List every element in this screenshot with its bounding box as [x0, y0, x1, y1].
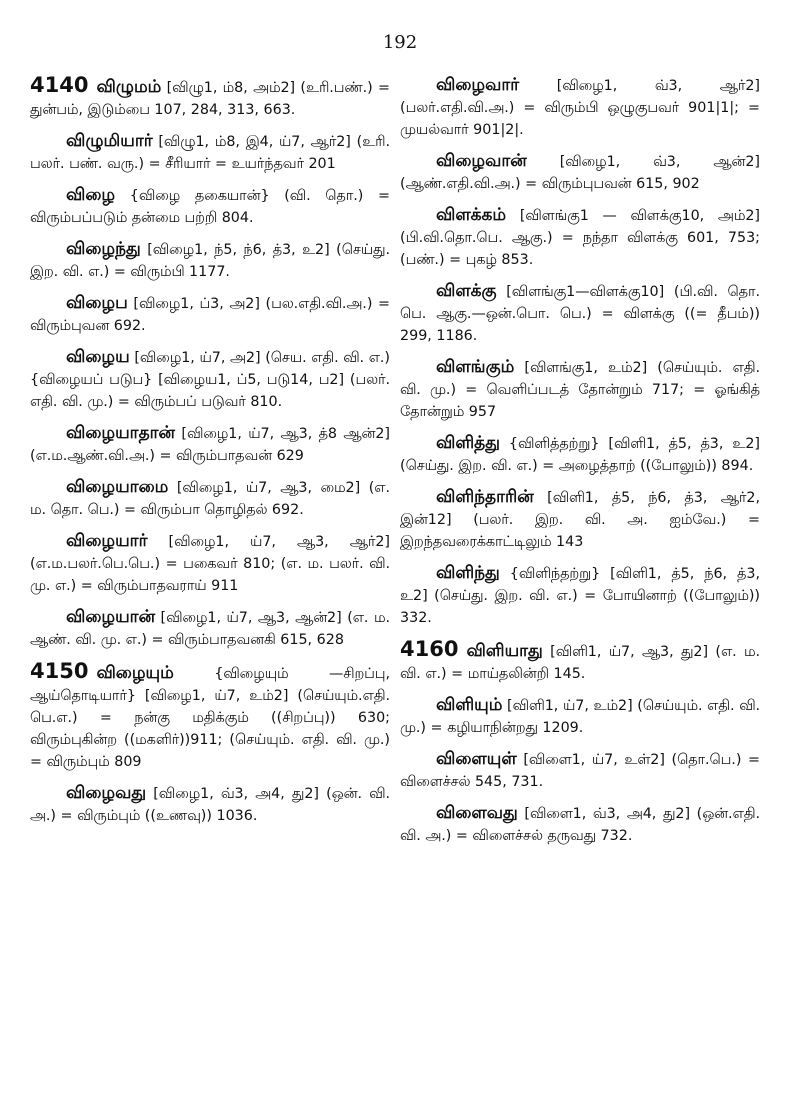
entry-headword: விழைவார்: [436, 75, 520, 95]
entry-headword: விழைப: [66, 293, 128, 313]
dictionary-entry: [30, 130, 390, 175]
dictionary-entry: [400, 694, 760, 739]
entry-definition: [விளை1, ய்7, உள்2] (தொ.பெ.) = விளைச்சல் 545, 731.: [400, 752, 761, 790]
entry-headword: விளிந்தாரின்: [436, 487, 534, 507]
entry-number: 4140: [30, 73, 89, 97]
right-column: [400, 74, 760, 856]
dictionary-entry: [400, 150, 760, 195]
entry-headword: விளியும்: [436, 695, 503, 715]
entry-definition: [விழை1, வ்3, ஆன்2] (ஆண்.எதி.வி.அ.) = விரும்புபவன் 615, 902: [400, 154, 760, 192]
dictionary-entry: [30, 292, 390, 337]
dictionary-entry: [30, 530, 390, 597]
entry-definition: [விளி1, ய்7, உம்2] (செய்யும். எதி. வி. மு.) = கழியாநின்றது 1209.: [400, 698, 760, 736]
entry-definition: [விழை1, வ்3, ஆர்2] (பலர்.எதி.வி.அ.) = விரும்பி ஒழுகுபவர் 901|1|; = முயல்வார் 901|2|.: [400, 78, 761, 138]
entry-headword: விழையாமை: [66, 477, 169, 497]
entry-headword: விழைந்து: [66, 239, 141, 259]
entry-headword: விளக்கம்: [436, 205, 507, 225]
entry-headword: விழை: [66, 185, 116, 205]
dictionary-entry: [30, 782, 390, 827]
entry-definition: [விழை1, ய்7, ஆ3, மை2] (எ. ம. தொ. பெ.) = விரும்பா தொழிதல் 692.: [30, 480, 390, 518]
entry-number: 4150: [30, 659, 89, 683]
dictionary-entry: [400, 562, 760, 629]
entry-number: 4160: [400, 637, 459, 661]
entry-definition: {விழையும் —சிறப்பு, ஆய்தொடியார்} [விழை1, ய்7, உம்2] (செய்யும்.எதி. பெ.எ.) = நன்கு மதிக்கும் ((சிறப்பு)) 630; விரும்புகின்ற ((மகளிர்))911; (செய்யும். எதி. வி. மு.) = விரும்பும் 809: [30, 666, 390, 770]
entry-definition: [விழை1, ய்7, அ2] (செய. எதி. வி. எ.) {விழையப் படுப} [விழைய1, ப்5, படு14, ப2] (பலர். எதி. வி. மு.) = விரும்பப் படுவர் 810.: [30, 350, 390, 410]
entry-definition: [விளி1, ய்7, ஆ3, து2] (எ. ம. வி. எ.) = மாய்தலின்றி 145.: [400, 644, 761, 682]
dictionary-entry: [30, 422, 390, 467]
entry-headword: விளிந்து: [436, 563, 500, 583]
entry-definition: [விழை1, ய்7, ஆ3, ஆன்2] (எ. ம. ஆண். வி. மு. எ.) = விரும்பாதவனகி 615, 628: [30, 610, 391, 648]
entry-headword: விழையார்: [66, 531, 148, 551]
entry-headword: விழைவது: [66, 783, 147, 803]
dictionary-entry: [30, 476, 390, 521]
dictionary-entry: [400, 748, 760, 793]
entry-definition: [விழை1, ப்3, அ2] (பல.எதி.வி.அ.) = விரும்புவன 692.: [30, 296, 390, 334]
dictionary-entry: [400, 486, 760, 553]
entry-headword: விழுமியார்: [66, 131, 153, 151]
entry-definition: [விளங்கு1—விளக்கு10] (பி.வி. தொ. பெ. ஆகு.—ஒன்.பொ. பெ.) = விளக்கு ((= தீபம்)) 299, 1186.: [400, 284, 760, 344]
entry-headword: விளைவது: [436, 803, 518, 823]
entry-definition: [விழை1, ய்7, ஆ3, ஆர்2] (எ.ம.பலர்.பெ.பெ.) = பகைவர் 810; (எ. ம. பலர். வி. மு. எ.) = விரும்பாதவராய் 911: [30, 534, 390, 594]
dictionary-entry: [400, 802, 760, 847]
dictionary-entry: [30, 660, 390, 773]
dictionary-entry: [30, 346, 390, 413]
dictionary-entry: [30, 238, 390, 283]
page-number: 192: [382, 32, 418, 53]
entry-definition: [விளி1, த்5, ந்6, த்3, ஆர்2, இன்12] (பலர். இற. வி. அ. ஐம்வே.) = இறந்தவரைக்காட்டிலும் 143: [400, 490, 760, 550]
dictionary-entry: [30, 74, 390, 121]
dictionary-entry: [400, 356, 760, 423]
entry-definition: [விளங்கு1 — விளக்கு10, அம்2] (பி.வி.தொ.பெ. ஆகு.) = நந்தா விளக்கு 601, 753; (பண்.) = புகழ் 853.: [400, 208, 760, 268]
entry-headword: விளங்கும்: [436, 357, 515, 377]
entry-headword: விழையும்: [96, 663, 174, 683]
dictionary-entry: [400, 204, 760, 271]
entry-headword: விளக்கு: [436, 281, 497, 301]
entry-definition: {விளித்தற்று} [விளி1, த்5, த்3, உ2] (செய்து. இற. வி. எ.) = அழைத்தாற் ((போலும்)) 894.: [400, 436, 761, 474]
dictionary-entry: [30, 606, 390, 651]
left-column: [30, 74, 390, 836]
entry-headword: விளித்து: [436, 433, 500, 453]
entry-headword: விழுமம்: [96, 77, 162, 97]
entry-headword: விழையாதான்: [66, 423, 176, 443]
entry-headword: விழைய: [66, 347, 130, 367]
entry-definition: [விழை1, ய்7, ஆ3, த்8 ஆன்2] (எ.ம.ஆண்.வி.அ.) = விரும்பாதவன் 629: [30, 426, 391, 464]
entry-headword: விழையான்: [66, 607, 156, 627]
dictionary-entry: [400, 280, 760, 347]
entry-definition: [விளங்கு1, உம்2] (செய்யும். எதி. வி. மு.) = வெளிப்படத் தோன்றும் 717; = ஓங்கித் தோன்றும் 957: [400, 360, 761, 420]
entry-definition: [விழு1, ம்8, அம்2] (உரி.பண்.) = துன்பம், இடும்பை 107, 284, 313, 663.: [30, 80, 390, 118]
dictionary-entry: [400, 432, 760, 477]
entry-definition: {விளிந்தற்று} [விளி1, த்5, ந்6, த்3, உ2] (செய்து. இற. வி. எ.) = போயினாற் ((போலும்)) 332.: [400, 566, 760, 626]
entry-definition: [விழு1, ம்8, இ4, ய்7, ஆர்2] (உரி. பலர். பண். வரு.) = சீரியார் = உயர்ந்தவர் 201: [30, 134, 390, 172]
dictionary-entry: [30, 184, 390, 229]
entry-definition: [விழை1, வ்3, அ4, து2] (ஒன். வி. அ.) = விரும்பும் ((உணவு)) 1036.: [30, 786, 390, 824]
entry-headword: விழைவான்: [436, 151, 527, 171]
entry-definition: [விளை1, வ்3, அ4, து2] (ஒன்.எதி. வி. அ.) = விளைச்சல் தருவது 732.: [400, 806, 760, 844]
entry-headword: விளையுள்: [436, 749, 517, 769]
dictionary-entry: [400, 74, 760, 141]
dictionary-entry: [400, 638, 760, 685]
entry-definition: {விழை தகையான்} (வி. தொ.) = விரும்பப்படும் தன்மை பற்றி 804.: [30, 188, 390, 226]
entry-definition: [விழை1, ந்5, ந்6, த்3, உ2] (செய்து. இற. வி. எ.) = விரும்பி 1177.: [30, 242, 390, 280]
entry-headword: விளியாது: [466, 641, 543, 661]
